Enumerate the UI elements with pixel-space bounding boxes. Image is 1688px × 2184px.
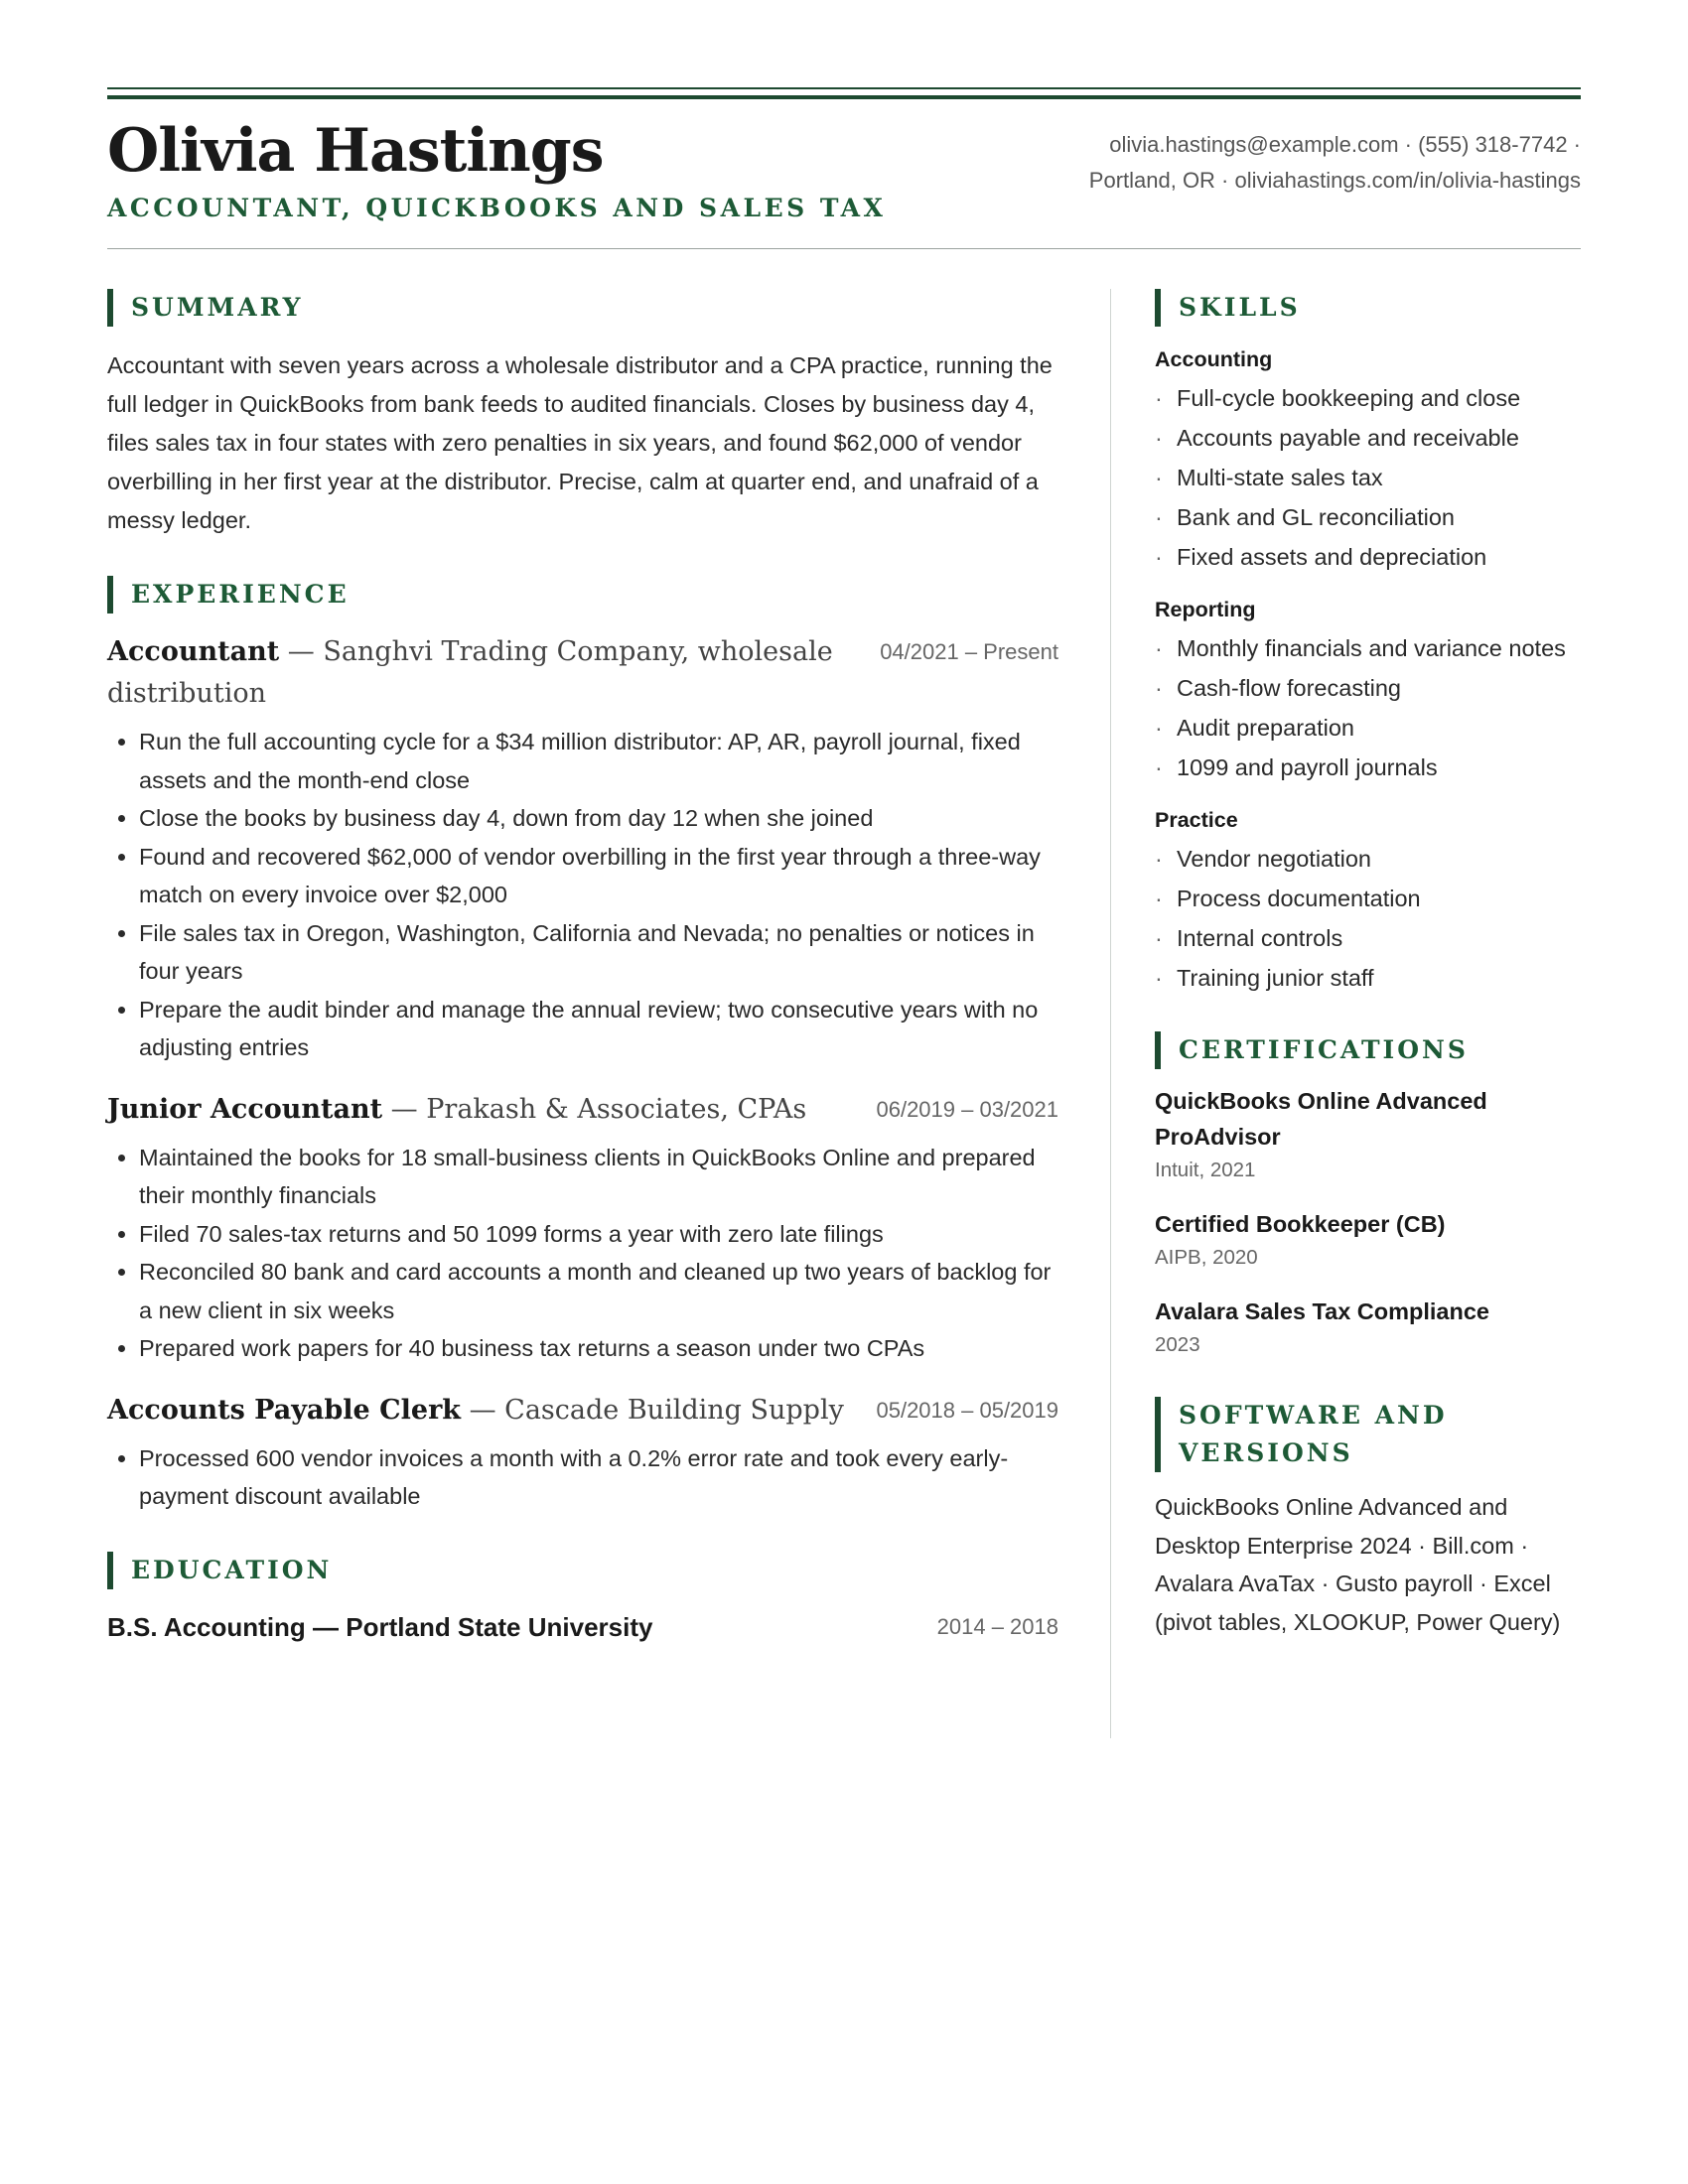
job-dates: 06/2019 – 03/2021 — [876, 1096, 1058, 1122]
certification-entry — [1155, 1294, 1580, 1361]
job-entry — [107, 631, 1058, 1067]
skill-item: · 1099 and payroll journals — [1155, 748, 1580, 787]
education-section — [107, 1552, 1058, 1647]
section-heading-certifications: CERTIFICATIONS — [1155, 1031, 1580, 1069]
job-dates: 05/2018 – 05/2019 — [876, 1397, 1058, 1423]
resume-header — [107, 99, 1581, 234]
skill-group-title: Practice — [1155, 808, 1238, 832]
job-header — [107, 631, 1058, 715]
job-bullets — [107, 723, 1058, 1067]
skill-item: · Internal controls — [1155, 918, 1580, 958]
certification-issuer: Intuit, 2021 — [1155, 1159, 1256, 1181]
main-column — [107, 289, 1058, 1738]
contact-info: olivia.hastings@example.com · (555) 318-7742 · Portland, OR · oliviahastings.com/in/olivia-hastings — [1088, 132, 1581, 193]
skill-item: · Bank and GL reconciliation — [1155, 497, 1580, 537]
skill-group-title: Reporting — [1155, 598, 1256, 621]
education-degree: B.S. Accounting — Portland State University — [107, 1611, 653, 1642]
summary-text: Accountant with seven years across a wholesale distributor and a CPA practice, running the full ledger in QuickBooks from bank feeds to audited financials. Closes by business day 4, files sales tax in four states with zero penalties in six years, and found $62,000 of vendor overbilling in her first year at the distributor. Precise, calm at quarter end, and unafraid of a messy ledger. — [107, 352, 1053, 533]
certification-issuer: 2023 — [1155, 1333, 1200, 1356]
job-bullet: • Reconciled 80 bank and card accounts a month and cleaned up two years of backlog for a new client in six weeks — [139, 1253, 1058, 1329]
side-column — [1155, 289, 1580, 1738]
job-organization: — Prakash & Associates, CPAs — [382, 1093, 807, 1125]
job-bullet: • Close the books by business day 4, down from day 12 when she joined — [139, 799, 1058, 838]
certification-name: Certified Bookkeeper (CB) — [1155, 1211, 1446, 1237]
job-bullet: • Found and recovered $62,000 of vendor overbilling in the first year through a three-way match on every invoice over $2,000 — [139, 838, 1058, 914]
skill-item: · Monthly financials and variance notes — [1155, 628, 1580, 668]
certification-entry — [1155, 1206, 1580, 1274]
skill-item: · Fixed assets and depreciation — [1155, 537, 1580, 577]
job-dates: 04/2021 – Present — [880, 639, 1058, 664]
skill-item: · Accounts payable and receivable — [1155, 418, 1580, 458]
job-title-line — [107, 1089, 862, 1131]
job-bullet: • Run the full accounting cycle for a $34 million distributor: AP, AR, payroll journal, fixed assets and the month-end close — [139, 723, 1058, 799]
skill-list — [1155, 839, 1580, 998]
job-bullet: • Prepared work papers for 40 business tax returns a season under two CPAs — [139, 1329, 1058, 1368]
job-entry — [107, 1390, 1058, 1516]
skill-list — [1155, 378, 1580, 577]
certification-name: Avalara Sales Tax Compliance — [1155, 1298, 1489, 1324]
skill-item: · Cash-flow forecasting — [1155, 668, 1580, 708]
education-dates: 2014 – 2018 — [936, 1613, 1058, 1639]
identity-block — [107, 116, 887, 222]
software-text: QuickBooks Online Advanced and Desktop Enterprise 2024 · Bill.com · Avalara AvaTax · Gusto payroll · Excel (pivot tables, XLOOKUP, Power Query) — [1155, 1494, 1561, 1635]
job-title: Accountant — [107, 636, 280, 667]
skill-list — [1155, 628, 1580, 787]
skill-item: · Full-cycle bookkeeping and close — [1155, 378, 1580, 418]
resume-body — [107, 289, 1581, 1738]
section-heading-skills: SKILLS — [1155, 289, 1580, 327]
candidate-name: Olivia Hastings — [107, 116, 604, 186]
job-header — [107, 1089, 1058, 1131]
header-divider — [107, 248, 1581, 249]
resume-page — [107, 87, 1581, 1738]
job-bullet: • Maintained the books for 18 small-business clients in QuickBooks Online and prepared their monthly financials — [139, 1139, 1058, 1215]
skill-item: · Vendor negotiation — [1155, 839, 1580, 879]
job-bullet: • Prepare the audit binder and manage the annual review; two consecutive years with no adjusting entries — [139, 991, 1058, 1067]
job-title: Junior Accountant — [107, 1093, 383, 1125]
job-header — [107, 1390, 1058, 1432]
job-title-line — [107, 1390, 862, 1432]
job-bullets — [107, 1139, 1058, 1368]
job-entry — [107, 1089, 1058, 1368]
skill-item: · Process documentation — [1155, 879, 1580, 918]
certification-name: QuickBooks Online Advanced ProAdvisor — [1155, 1088, 1487, 1150]
section-heading-summary: SUMMARY — [107, 289, 1058, 327]
job-bullet: • File sales tax in Oregon, Washington, California and Nevada; no penalties or notices in four years — [139, 914, 1058, 991]
skill-item: · Training junior staff — [1155, 958, 1580, 998]
section-heading-software: SOFTWARE AND VERSIONS — [1155, 1397, 1580, 1472]
education-entry — [107, 1607, 1058, 1647]
skill-item: · Audit preparation — [1155, 708, 1580, 748]
top-rule-thin — [107, 87, 1581, 89]
experience-section — [107, 576, 1058, 1516]
job-organization: — Sanghvi Trading Company, wholesale distribution — [107, 636, 833, 709]
certification-entry — [1155, 1083, 1580, 1186]
column-divider — [1110, 289, 1111, 1738]
job-title-line — [107, 631, 862, 715]
section-heading-experience: EXPERIENCE — [107, 576, 1058, 614]
software-section — [1155, 1397, 1580, 1641]
job-bullets — [107, 1439, 1058, 1516]
skill-item: · Multi-state sales tax — [1155, 458, 1580, 497]
skills-section — [1155, 289, 1580, 998]
candidate-role: ACCOUNTANT, QUICKBOOKS AND SALES TAX — [107, 193, 887, 222]
job-organization: — Cascade Building Supply — [461, 1394, 844, 1426]
job-bullet: • Processed 600 vendor invoices a month with a 0.2% error rate and took every early-payment discount available — [139, 1439, 1058, 1516]
certifications-section — [1155, 1031, 1580, 1361]
job-title: Accounts Payable Clerk — [107, 1394, 461, 1426]
job-bullet: • Filed 70 sales-tax returns and 50 1099 forms a year with zero late filings — [139, 1215, 1058, 1254]
skill-group-title: Accounting — [1155, 347, 1273, 371]
certification-issuer: AIPB, 2020 — [1155, 1246, 1258, 1269]
summary-section — [107, 289, 1058, 540]
section-heading-education: EDUCATION — [107, 1552, 1058, 1589]
